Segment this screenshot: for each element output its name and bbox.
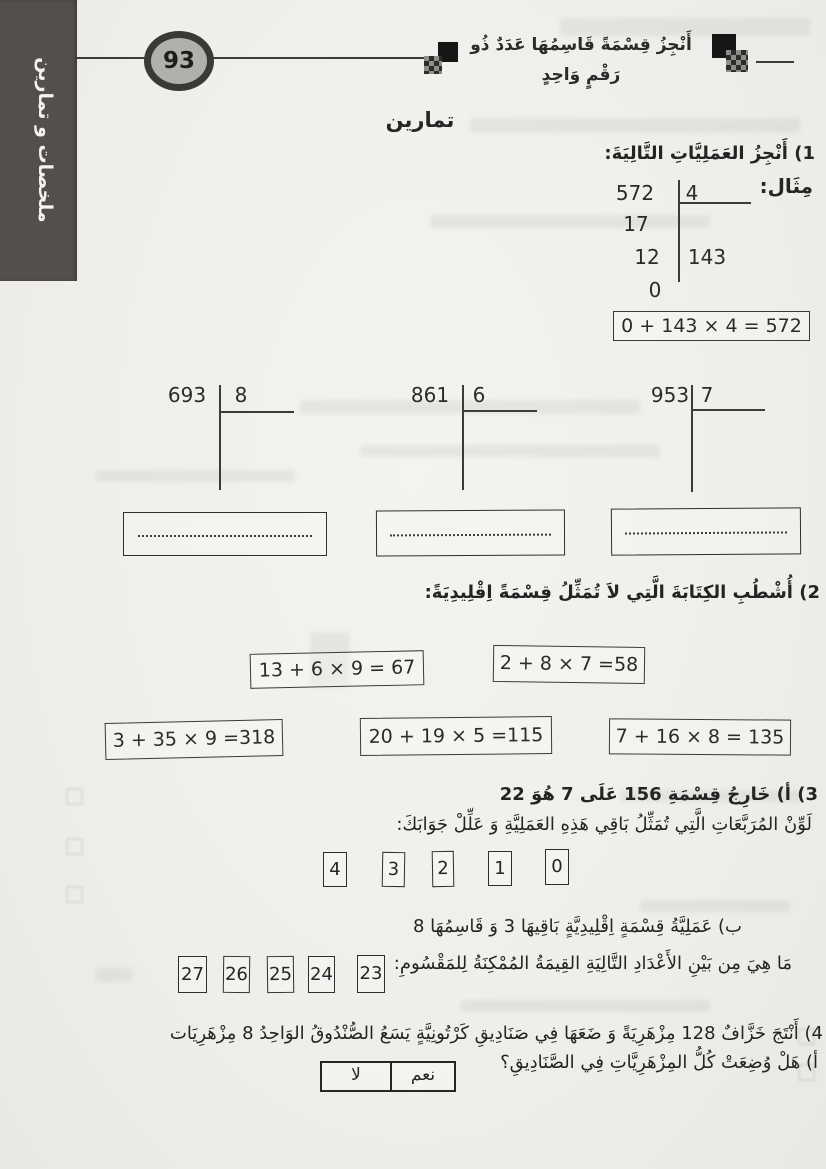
ghost-checkbox [66,886,83,903]
header-title: أَنْجِزُ قِسْمَةً قَاسِمُهَا عَدَدٌ ذُو رَقْمٍ وَاحِدٍ [470,35,692,85]
ornament-checker-square [424,56,442,74]
ex3-b-line2: مَا هِيَ مِن بَيْنِ الأَعْدَادِ التَّالِيَةِ القِيمَةُ المُمْكِنَةُ لِلمَقْسُومِ: [393,953,792,974]
example-check-equation: 0 + 143 × 4 = 572 [613,311,810,341]
division2-dividend: 861 [410,383,450,407]
title-ornament-right [712,34,760,82]
answer-box-3[interactable] [611,507,801,555]
dividend-option-25[interactable]: 25 [267,956,295,993]
ex3-a-line2: لَوِّنْ المُرَبَّعَاتِ الَّتِي تُمَثِّلُ بَاقِي هَذِهِ العَمَلِيَّةِ وَ عَلِّلْ جَوَابَكَ: [396,814,812,835]
dotted-line [625,532,787,535]
header-rule-right [756,61,794,63]
page-number-badge: 93 [144,31,214,91]
division2-vline [462,385,464,490]
remainder-option-3[interactable]: 3 [382,852,406,887]
dividend-option-23[interactable]: 23 [357,955,385,993]
ghost-smudge [460,1000,710,1012]
ghost-checkbox [66,838,83,855]
example-dividend: 572 [615,181,655,205]
division1-vline [219,385,221,490]
dotted-line [390,533,551,536]
section-title: تمارين [385,108,455,132]
division3-vline [691,385,693,492]
ghost-smudge [95,470,295,482]
ghost-smudge [640,900,790,912]
ex3-a-line1: 3) أ) خَارِجُ قِسْمَةِ 156 عَلَى 7 هُوَ 22 [499,784,818,805]
equation-box-1[interactable]: 13 + 6 × 9 = 67 [250,650,425,689]
ghost-smudge [95,968,133,982]
example-step1: 17 [623,212,649,236]
yes-no-table [320,1061,456,1092]
division1-hline [219,411,294,413]
division3-hline [691,409,765,411]
dotted-line [138,535,312,537]
remainder-option-1[interactable]: 1 [488,851,512,886]
ex4-line1: 4) أَنْتَجَ خَزَّافٌ 128 مِزْهَرِيَةً وَ ضَعَهَا فِي صَنَادِيقِ كَرْتُونِيَّةٍ يَسَعُ الصُّنْدُوقُ الوَاحِدُ 8 مِزْهَرِيَات [169,1023,823,1044]
dividend-option-24[interactable]: 24 [308,956,335,993]
ghost-checkbox [66,788,83,805]
answer-box-1[interactable] [123,512,327,556]
equation-box-3[interactable]: 3 + 35 × 9 =318 [105,719,284,760]
no-cell[interactable]: لا [351,1065,361,1085]
division2-hline [462,410,537,412]
example-quotient: 143 [687,245,727,269]
ex4-line2: أ) هَلْ وُضِعَتْ كُلُّ المِزْهَرِيَّاتِ فِي الصَّنَادِيقِ؟ [500,1052,818,1073]
ex3-b-line1: ب) عَمَلِيَّةُ قِسْمَةٍ اِقْلِيدِيَّةٍ بَاقِيهَا 3 وَ قَاسِمُهَا 8 [412,916,742,937]
equation-box-4[interactable]: 20 + 19 × 5 =115 [360,716,552,756]
dividend-option-27[interactable]: 27 [178,956,207,993]
ornament-checker-square [726,50,748,72]
example-divisor: 4 [685,181,699,205]
remainder-option-2[interactable]: 2 [432,851,455,887]
ex2-heading: 2) أُشْطُبِ الكِتَابَةَ الَّتِي لاَ تُمَثِّلُ قِسْمَةً اِقْلِيدِيَةً: [424,582,820,603]
header-rule-left [75,57,432,59]
example-remainder: 0 [648,278,662,302]
ghost-smudge [470,118,800,133]
ex1-heading: 1) أَنْجِزُ العَمَلِيَّاتِ التَّالِيَةَ: [604,143,815,164]
remainder-option-4[interactable]: 4 [323,852,347,887]
division2-divisor: 6 [472,383,486,407]
equation-box-5[interactable]: 7 + 16 × 8 = 135 [609,718,791,755]
title-ornament-left [424,42,462,80]
ghost-smudge [360,445,660,457]
ghost-smudge [430,215,710,228]
remainder-option-0[interactable]: 0 [545,849,569,885]
sidebar-label: ملخصات و تمارين [34,57,56,223]
dividend-option-26[interactable]: 26 [223,956,251,993]
yes-cell[interactable]: نعم [390,1063,454,1090]
division3-dividend: 953 [650,383,690,407]
example-label: مِثَال: [759,174,813,198]
division1-divisor: 8 [234,383,248,407]
example-step2: 12 [634,245,660,269]
answer-box-2[interactable] [376,510,565,557]
division1-dividend: 693 [167,383,207,407]
division3-divisor: 7 [700,383,714,407]
equation-box-2[interactable]: 2 + 8 × 7 =58 [493,645,646,684]
